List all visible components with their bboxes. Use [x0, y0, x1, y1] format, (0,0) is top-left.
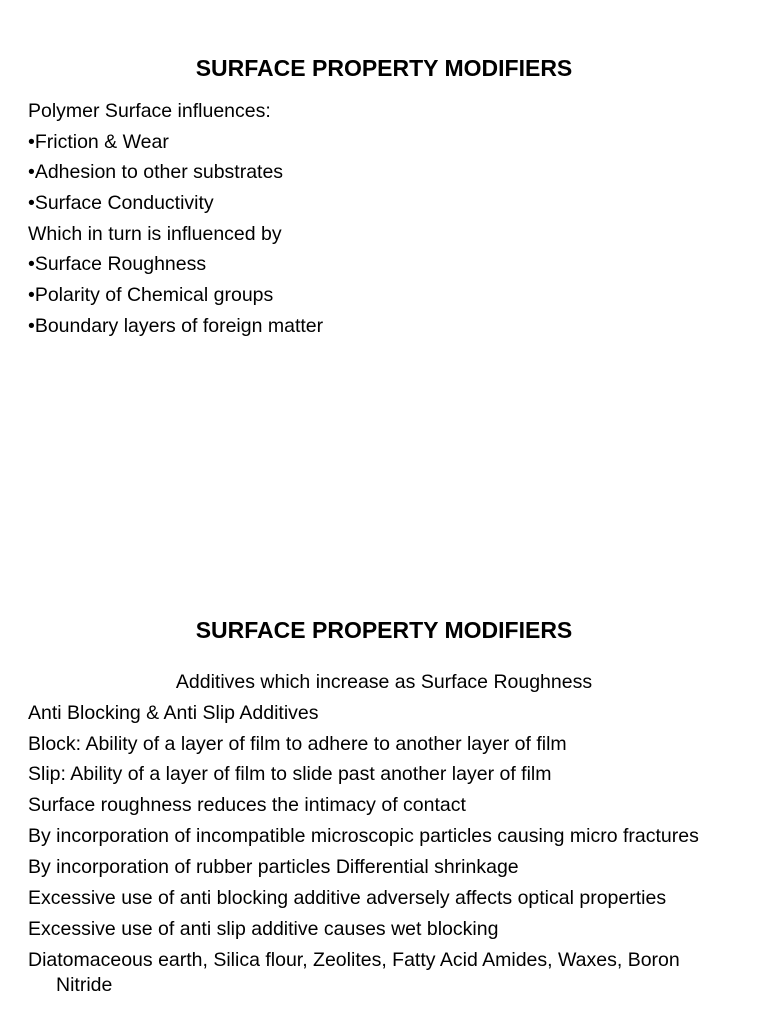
- slide-2-line: Excessive use of anti slip additive causes wet blocking: [28, 917, 499, 940]
- slide-2-line: Excessive use of anti blocking additive adversely affects optical properties: [28, 887, 667, 910]
- slide-1-line: Which in turn is influenced by: [28, 222, 282, 245]
- slide-2-line: Surface roughness reduces the intimacy of contact: [28, 794, 466, 817]
- slide-2-title: SURFACE PROPERTY MODIFIERS: [195, 617, 573, 643]
- slide-2-line: Diatomaceous earth, Silica flour, Zeolites, Fatty Acid Amides, Waxes, Boron Nitride: [28, 948, 680, 996]
- slide-2-line: By incorporation of incompatible microscopic particles causing micro fractures: [28, 824, 699, 847]
- slide-1-line: Polymer Surface influences:: [28, 100, 271, 122]
- slide-2-line: By incorporation of rubber particles Differential shrinkage: [28, 856, 519, 879]
- slide-2-text-list: [28, 701, 740, 1004]
- slide-1-line: •Friction & Wear: [28, 130, 169, 153]
- slide-1-line: •Boundary layers of foreign matter: [28, 314, 324, 337]
- slide-2-line: Block: Ability of a layer of film to adhere to another layer of film: [28, 732, 567, 755]
- slide-2-line: Anti Blocking & Anti Slip Additives: [28, 702, 319, 724]
- slide-1-line: •Polarity of Chemical groups: [28, 284, 274, 307]
- slide-2-line: Slip: Ability of a layer of film to slide past another layer of film: [28, 763, 552, 786]
- slide-1-line: •Surface Roughness: [28, 253, 207, 276]
- slide-1-line: •Surface Conductivity: [28, 192, 214, 215]
- slide-1-line: •Adhesion to other substrates: [28, 161, 284, 184]
- slide-1-title: SURFACE PROPERTY MODIFIERS: [195, 55, 573, 81]
- slide-2: [0, 560, 768, 1024]
- slide-2-subtitle: Additives which increase as Surface Roughness: [175, 671, 593, 693]
- slide-1-text-list: [28, 99, 323, 345]
